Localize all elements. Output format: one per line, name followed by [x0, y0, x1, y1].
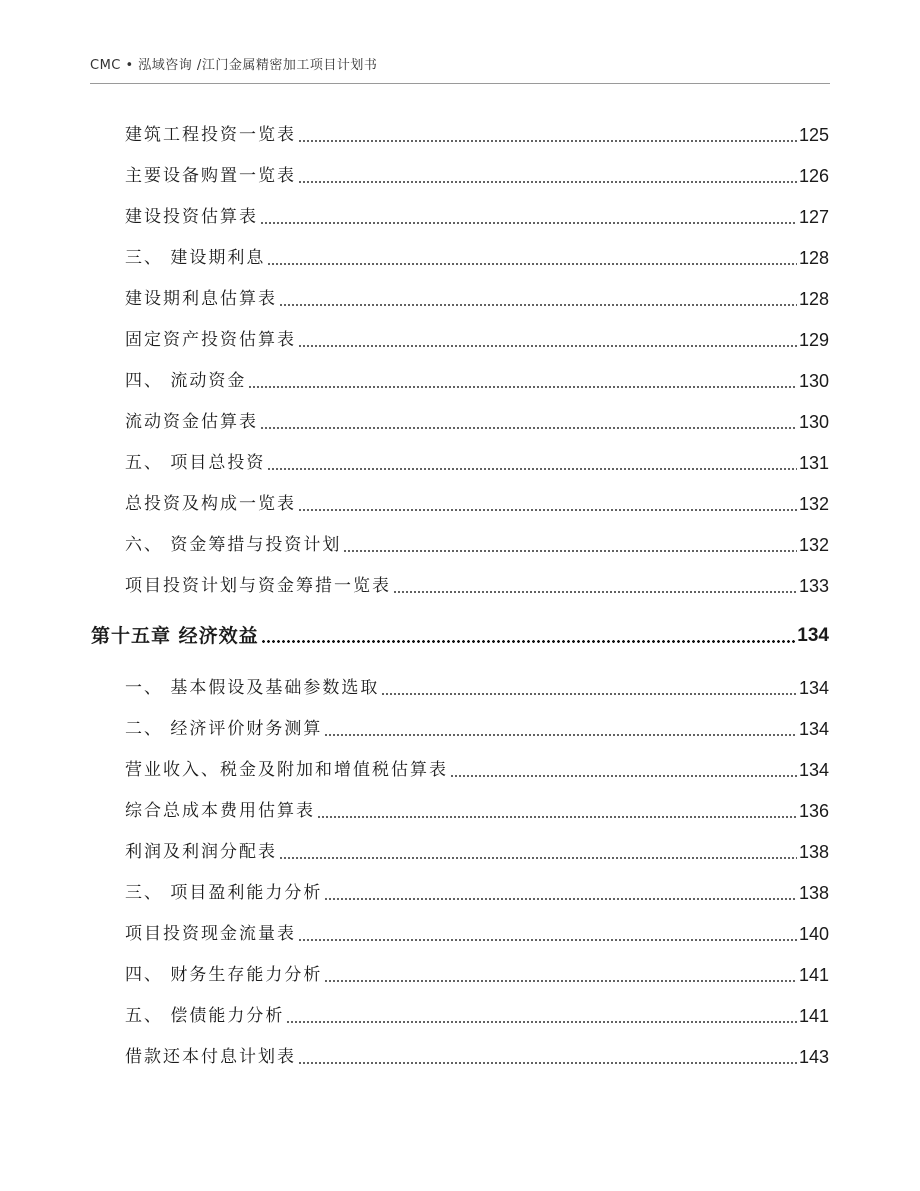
toc-entry-page: 134 — [798, 719, 829, 739]
toc-dot-leader — [393, 591, 797, 593]
toc-dot-leader — [317, 816, 797, 818]
toc-entry-label: 五、 偿债能力分析 — [125, 1006, 285, 1026]
toc-entry-page: 130 — [798, 412, 829, 432]
toc-entry[interactable] — [125, 491, 829, 517]
toc-entry-page: 133 — [798, 576, 829, 596]
toc-entry[interactable] — [125, 839, 829, 865]
toc-entry-page: 136 — [798, 801, 829, 821]
toc-entry-label: 主要设备购置一览表 — [125, 166, 296, 186]
toc-dot-leader — [324, 980, 797, 982]
toc-entry[interactable] — [125, 675, 829, 701]
toc-entry[interactable] — [125, 757, 829, 783]
toc-entry-label: 总投资及构成一览表 — [125, 494, 296, 514]
toc-entry-label: 四、 流动资金 — [125, 371, 247, 391]
toc-dot-leader — [279, 857, 797, 859]
toc-entry[interactable] — [125, 163, 829, 189]
toc-entry-label: 三、 建设期利息 — [125, 248, 266, 268]
toc-dot-leader — [298, 509, 797, 511]
toc-entry-page: 125 — [798, 125, 829, 145]
toc-entry[interactable] — [125, 122, 829, 148]
toc-entry-page: 126 — [798, 166, 829, 186]
toc-dot-leader — [260, 222, 797, 224]
toc-entry-page: 143 — [798, 1047, 829, 1067]
toc-entry-page: 138 — [798, 883, 829, 903]
toc-entry-label: 六、 资金筹措与投资计划 — [125, 535, 342, 555]
toc-dot-leader — [343, 550, 797, 552]
toc-entry-label: 一、 基本假设及基础参数选取 — [125, 678, 380, 698]
toc-entry-page: 128 — [798, 289, 829, 309]
toc-dot-leader — [267, 468, 797, 470]
toc-chapter-label: 第十五章 经济效益 — [91, 625, 259, 647]
toc-entry[interactable] — [125, 286, 829, 312]
toc-entry-page: 134 — [798, 760, 829, 780]
toc-dot-leader — [248, 386, 797, 388]
toc-dot-leader — [298, 140, 797, 142]
toc-entry-page: 141 — [798, 1006, 829, 1026]
toc-entry-label: 综合总成本费用估算表 — [125, 801, 315, 821]
toc-dot-leader — [261, 640, 796, 643]
toc-entry[interactable] — [125, 450, 829, 476]
toc-entry[interactable] — [125, 204, 829, 230]
toc-entry[interactable] — [125, 798, 829, 824]
toc-dot-leader — [381, 693, 797, 695]
toc-entry[interactable] — [125, 716, 829, 742]
toc-entry[interactable] — [125, 1003, 829, 1029]
toc-dot-leader — [267, 263, 797, 265]
toc-entry-page: 140 — [798, 924, 829, 944]
toc-dot-leader — [298, 1062, 797, 1064]
toc-entry-label: 四、 财务生存能力分析 — [125, 965, 323, 985]
toc-entry-page: 141 — [798, 965, 829, 985]
toc-entry[interactable] — [125, 962, 829, 988]
toc-entry-label: 项目投资计划与资金筹措一览表 — [125, 576, 391, 596]
toc-entry-label: 流动资金估算表 — [125, 412, 258, 432]
toc-entry[interactable] — [125, 921, 829, 947]
running-header: CMC • 泓域咨询 /江门金属精密加工项目计划书 — [90, 58, 378, 73]
toc-entry-page: 129 — [798, 330, 829, 350]
toc-entry-label: 建设投资估算表 — [125, 207, 258, 227]
toc-entry[interactable] — [125, 880, 829, 906]
toc-entry[interactable] — [125, 1044, 829, 1070]
header-divider — [90, 83, 830, 84]
toc-entry-page: 130 — [798, 371, 829, 391]
toc-dot-leader — [298, 181, 797, 183]
toc-entry-page: 127 — [798, 207, 829, 227]
toc-dot-leader — [286, 1021, 797, 1023]
toc-dot-leader — [260, 427, 797, 429]
toc-dot-leader — [324, 898, 797, 900]
toc-entry-page: 134 — [798, 678, 829, 698]
toc-dot-leader — [298, 939, 797, 941]
toc-entry-page: 131 — [798, 453, 829, 473]
toc-entry[interactable] — [125, 532, 829, 558]
toc-entry-label: 固定资产投资估算表 — [125, 330, 296, 350]
toc-entry-label: 项目投资现金流量表 — [125, 924, 296, 944]
toc-entry[interactable] — [125, 409, 829, 435]
toc-entry-label: 借款还本付息计划表 — [125, 1047, 296, 1067]
toc-entry-label: 三、 项目盈利能力分析 — [125, 883, 323, 903]
toc-entry-label: 建筑工程投资一览表 — [125, 125, 296, 145]
toc-entry-page: 132 — [798, 494, 829, 514]
toc-entry-label: 五、 项目总投资 — [125, 453, 266, 473]
toc-chapter-entry[interactable] — [91, 623, 829, 649]
toc-entry-label: 营业收入、税金及附加和增值税估算表 — [125, 760, 448, 780]
toc-dot-leader — [298, 345, 797, 347]
toc-entry-page: 132 — [798, 535, 829, 555]
toc-dot-leader — [324, 734, 797, 736]
toc-entry-page: 138 — [798, 842, 829, 862]
toc-entry[interactable] — [125, 327, 829, 353]
toc-chapter-page: 134 — [797, 625, 829, 646]
toc-entry[interactable] — [125, 368, 829, 394]
toc-entry-page: 128 — [798, 248, 829, 268]
toc-entry-label: 建设期利息估算表 — [125, 289, 277, 309]
toc-entry-label: 利润及利润分配表 — [125, 842, 277, 862]
toc-entry-label: 二、 经济评价财务测算 — [125, 719, 323, 739]
toc-dot-leader — [450, 775, 797, 777]
toc-entry[interactable] — [125, 245, 829, 271]
toc-entry[interactable] — [125, 573, 829, 599]
toc-dot-leader — [279, 304, 797, 306]
